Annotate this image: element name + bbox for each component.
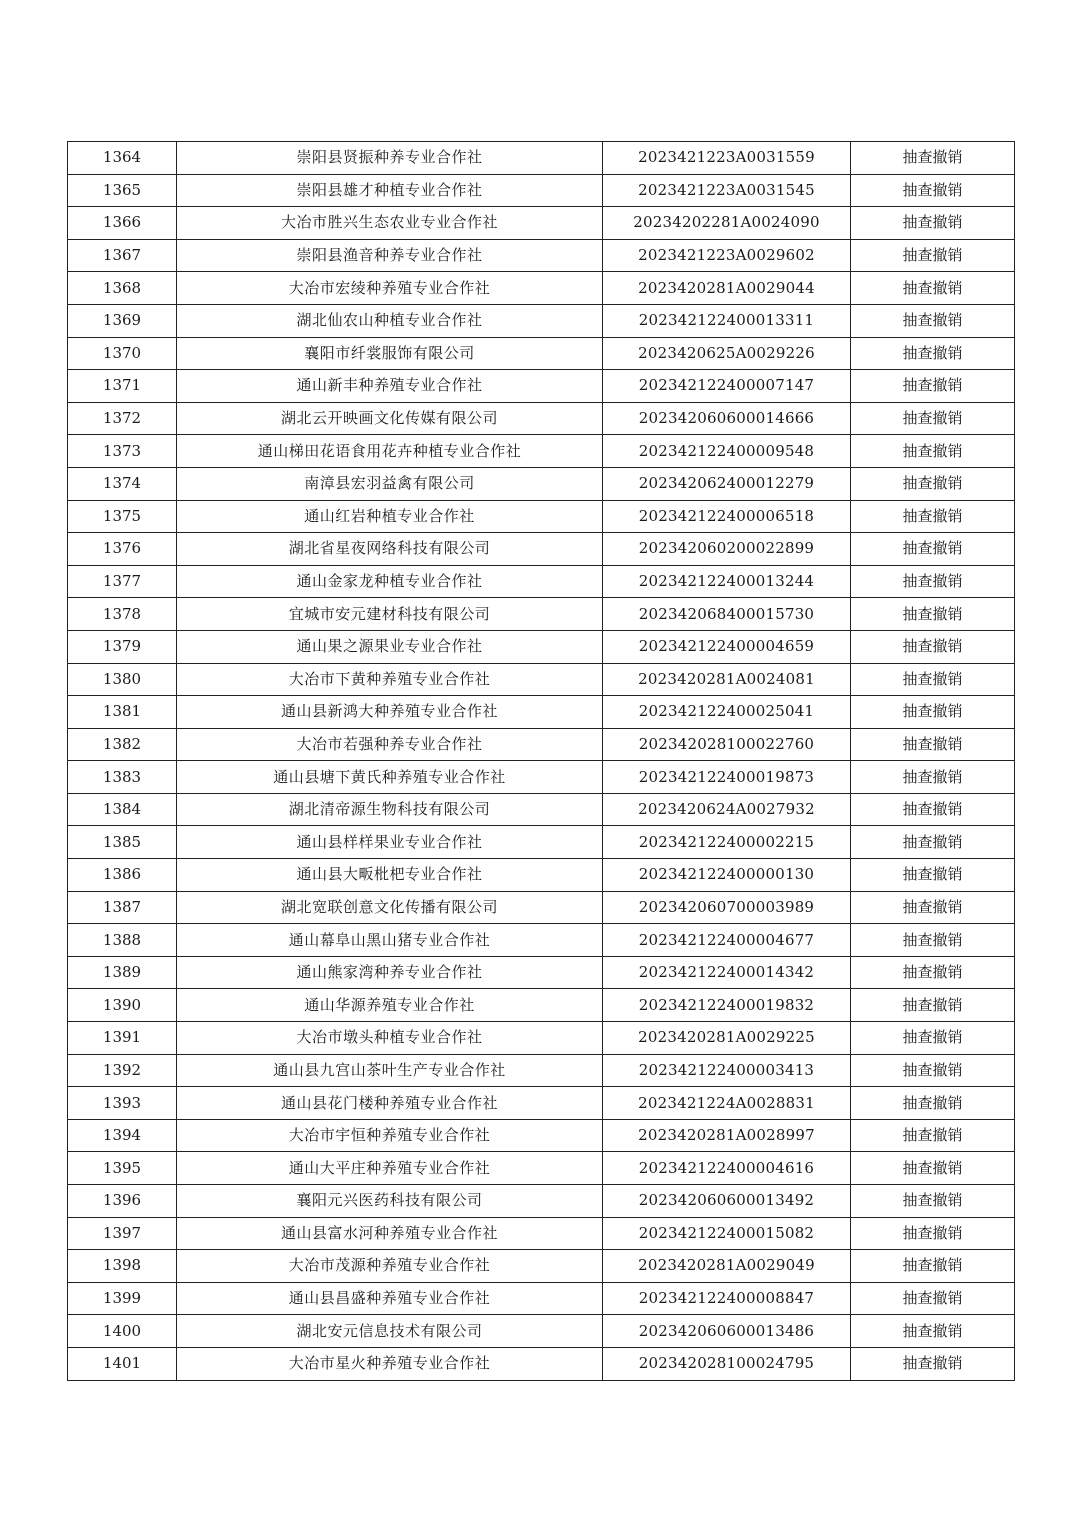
registration-code-cell: 202342060600014666 xyxy=(603,402,851,435)
serial-number-cell: 1369 xyxy=(68,304,177,337)
table-row xyxy=(68,859,1015,892)
registration-code-cell: 202342060700003989 xyxy=(603,891,851,924)
table-row xyxy=(68,370,1015,403)
serial-number-cell: 1374 xyxy=(68,467,177,500)
registration-code-cell: 202342122400019832 xyxy=(603,989,851,1022)
action-cell: 抽查撤销 xyxy=(851,1054,1015,1087)
entity-name-cell: 通山华源养殖专业合作社 xyxy=(177,989,603,1022)
entity-name-cell: 通山县大畈枇杷专业合作社 xyxy=(177,859,603,892)
registration-code-cell: 202342122400003413 xyxy=(603,1054,851,1087)
table-body xyxy=(68,142,1015,1381)
registration-code-cell: 202342062400012279 xyxy=(603,467,851,500)
entity-name-cell: 湖北安元信息技术有限公司 xyxy=(177,1315,603,1348)
table-row xyxy=(68,1054,1015,1087)
action-cell: 抽查撤销 xyxy=(851,1185,1015,1218)
table-row xyxy=(68,1152,1015,1185)
entity-name-cell: 通山梯田花语食用花卉种植专业合作社 xyxy=(177,435,603,468)
registration-code-cell: 202342068400015730 xyxy=(603,598,851,631)
action-cell: 抽查撤销 xyxy=(851,1217,1015,1250)
registration-code-cell: 202342028100022760 xyxy=(603,728,851,761)
table-row xyxy=(68,1250,1015,1283)
registration-code-cell: 2023420625A0029226 xyxy=(603,337,851,370)
action-cell: 抽查撤销 xyxy=(851,402,1015,435)
entity-name-cell: 通山县花门楼种养殖专业合作社 xyxy=(177,1087,603,1120)
action-cell: 抽查撤销 xyxy=(851,989,1015,1022)
registration-code-cell: 2023420281A0029049 xyxy=(603,1250,851,1283)
entity-name-cell: 通山县样样果业专业合作社 xyxy=(177,826,603,859)
registration-code-cell: 2023420281A0029044 xyxy=(603,272,851,305)
action-cell: 抽查撤销 xyxy=(851,1315,1015,1348)
action-cell: 抽查撤销 xyxy=(851,435,1015,468)
table-row xyxy=(68,402,1015,435)
serial-number-cell: 1389 xyxy=(68,956,177,989)
serial-number-cell: 1398 xyxy=(68,1250,177,1283)
action-cell: 抽查撤销 xyxy=(851,1152,1015,1185)
table-row xyxy=(68,174,1015,207)
serial-number-cell: 1364 xyxy=(68,142,177,175)
action-cell: 抽查撤销 xyxy=(851,370,1015,403)
action-cell: 抽查撤销 xyxy=(851,630,1015,663)
serial-number-cell: 1387 xyxy=(68,891,177,924)
entity-name-cell: 通山熊家湾种养专业合作社 xyxy=(177,956,603,989)
table-row xyxy=(68,272,1015,305)
entity-name-cell: 通山大平庄种养殖专业合作社 xyxy=(177,1152,603,1185)
registration-code-cell: 2023421223A0029602 xyxy=(603,239,851,272)
serial-number-cell: 1396 xyxy=(68,1185,177,1218)
registration-code-cell: 202342122400009548 xyxy=(603,435,851,468)
action-cell: 抽查撤销 xyxy=(851,1250,1015,1283)
table-row xyxy=(68,598,1015,631)
action-cell: 抽查撤销 xyxy=(851,1119,1015,1152)
registration-code-cell: 2023421224A0028831 xyxy=(603,1087,851,1120)
action-cell: 抽查撤销 xyxy=(851,533,1015,566)
entity-name-cell: 襄阳元兴医药科技有限公司 xyxy=(177,1185,603,1218)
registration-code-cell: 202342122400008847 xyxy=(603,1282,851,1315)
serial-number-cell: 1401 xyxy=(68,1347,177,1380)
entity-name-cell: 湖北清帝源生物科技有限公司 xyxy=(177,793,603,826)
table-row xyxy=(68,337,1015,370)
table-row xyxy=(68,761,1015,794)
entity-name-cell: 湖北省星夜网络科技有限公司 xyxy=(177,533,603,566)
registration-code-cell: 2023421223A0031545 xyxy=(603,174,851,207)
action-cell: 抽查撤销 xyxy=(851,565,1015,598)
action-cell: 抽查撤销 xyxy=(851,761,1015,794)
entity-name-cell: 崇阳县雄才种植专业合作社 xyxy=(177,174,603,207)
serial-number-cell: 1380 xyxy=(68,663,177,696)
action-cell: 抽查撤销 xyxy=(851,956,1015,989)
action-cell: 抽查撤销 xyxy=(851,598,1015,631)
action-cell: 抽查撤销 xyxy=(851,696,1015,729)
table-row xyxy=(68,793,1015,826)
revocation-table xyxy=(67,141,1015,1381)
registration-code-cell: 202342122400004659 xyxy=(603,630,851,663)
serial-number-cell: 1379 xyxy=(68,630,177,663)
table-row xyxy=(68,239,1015,272)
registration-code-cell: 202342122400013311 xyxy=(603,304,851,337)
table-row xyxy=(68,207,1015,240)
serial-number-cell: 1370 xyxy=(68,337,177,370)
entity-name-cell: 通山幕阜山黑山猪专业合作社 xyxy=(177,924,603,957)
serial-number-cell: 1381 xyxy=(68,696,177,729)
entity-name-cell: 大冶市墩头种植专业合作社 xyxy=(177,1022,603,1055)
serial-number-cell: 1366 xyxy=(68,207,177,240)
action-cell: 抽查撤销 xyxy=(851,1347,1015,1380)
action-cell: 抽查撤销 xyxy=(851,793,1015,826)
action-cell: 抽查撤销 xyxy=(851,142,1015,175)
action-cell: 抽查撤销 xyxy=(851,859,1015,892)
serial-number-cell: 1392 xyxy=(68,1054,177,1087)
serial-number-cell: 1378 xyxy=(68,598,177,631)
serial-number-cell: 1375 xyxy=(68,500,177,533)
serial-number-cell: 1384 xyxy=(68,793,177,826)
registration-code-cell: 202342122400019873 xyxy=(603,761,851,794)
serial-number-cell: 1399 xyxy=(68,1282,177,1315)
entity-name-cell: 南漳县宏羽益禽有限公司 xyxy=(177,467,603,500)
action-cell: 抽查撤销 xyxy=(851,467,1015,500)
table-row xyxy=(68,1022,1015,1055)
registration-code-cell: 202342122400002215 xyxy=(603,826,851,859)
serial-number-cell: 1365 xyxy=(68,174,177,207)
registration-code-cell: 202342122400013244 xyxy=(603,565,851,598)
table-row xyxy=(68,1119,1015,1152)
entity-name-cell: 湖北宽联创意文化传播有限公司 xyxy=(177,891,603,924)
registration-code-cell: 202342122400006518 xyxy=(603,500,851,533)
table-row xyxy=(68,924,1015,957)
table-row xyxy=(68,956,1015,989)
entity-name-cell: 通山县富水河种养殖专业合作社 xyxy=(177,1217,603,1250)
entity-name-cell: 大冶市宏绫种养殖专业合作社 xyxy=(177,272,603,305)
entity-name-cell: 崇阳县渔音种养专业合作社 xyxy=(177,239,603,272)
entity-name-cell: 大冶市胜兴生态农业专业合作社 xyxy=(177,207,603,240)
table-row xyxy=(68,1185,1015,1218)
registration-code-cell: 202342122400025041 xyxy=(603,696,851,729)
action-cell: 抽查撤销 xyxy=(851,924,1015,957)
serial-number-cell: 1383 xyxy=(68,761,177,794)
entity-name-cell: 大冶市茂源种养殖专业合作社 xyxy=(177,1250,603,1283)
registration-code-cell: 202342122400004677 xyxy=(603,924,851,957)
entity-name-cell: 通山红岩种植专业合作社 xyxy=(177,500,603,533)
registration-code-cell: 202342060600013486 xyxy=(603,1315,851,1348)
entity-name-cell: 通山果之源果业专业合作社 xyxy=(177,630,603,663)
table-row xyxy=(68,1217,1015,1250)
registration-code-cell: 202342060600013492 xyxy=(603,1185,851,1218)
table-row xyxy=(68,435,1015,468)
entity-name-cell: 通山金家龙种植专业合作社 xyxy=(177,565,603,598)
table-row xyxy=(68,1347,1015,1380)
action-cell: 抽查撤销 xyxy=(851,891,1015,924)
table-row xyxy=(68,989,1015,1022)
entity-name-cell: 通山县昌盛种养殖专业合作社 xyxy=(177,1282,603,1315)
entity-name-cell: 大冶市若强种养专业合作社 xyxy=(177,728,603,761)
registration-code-cell: 2023421223A0031559 xyxy=(603,142,851,175)
entity-name-cell: 湖北云开映画文化传媒有限公司 xyxy=(177,402,603,435)
serial-number-cell: 1377 xyxy=(68,565,177,598)
serial-number-cell: 1373 xyxy=(68,435,177,468)
registration-code-cell: 202342122400007147 xyxy=(603,370,851,403)
table-row xyxy=(68,467,1015,500)
entity-name-cell: 宜城市安元建材科技有限公司 xyxy=(177,598,603,631)
registration-code-cell: 202342122400014342 xyxy=(603,956,851,989)
registration-code-cell: 202342060200022899 xyxy=(603,533,851,566)
table-row xyxy=(68,630,1015,663)
table-row xyxy=(68,663,1015,696)
action-cell: 抽查撤销 xyxy=(851,728,1015,761)
table-row xyxy=(68,1315,1015,1348)
table-row xyxy=(68,1087,1015,1120)
action-cell: 抽查撤销 xyxy=(851,207,1015,240)
serial-number-cell: 1397 xyxy=(68,1217,177,1250)
serial-number-cell: 1400 xyxy=(68,1315,177,1348)
table-row xyxy=(68,304,1015,337)
serial-number-cell: 1376 xyxy=(68,533,177,566)
serial-number-cell: 1382 xyxy=(68,728,177,761)
action-cell: 抽查撤销 xyxy=(851,1282,1015,1315)
table-row xyxy=(68,533,1015,566)
entity-name-cell: 崇阳县贤振种养专业合作社 xyxy=(177,142,603,175)
serial-number-cell: 1368 xyxy=(68,272,177,305)
serial-number-cell: 1367 xyxy=(68,239,177,272)
serial-number-cell: 1385 xyxy=(68,826,177,859)
action-cell: 抽查撤销 xyxy=(851,826,1015,859)
registration-code-cell: 202342122400004616 xyxy=(603,1152,851,1185)
registration-code-cell: 202342122400000130 xyxy=(603,859,851,892)
serial-number-cell: 1390 xyxy=(68,989,177,1022)
serial-number-cell: 1386 xyxy=(68,859,177,892)
serial-number-cell: 1393 xyxy=(68,1087,177,1120)
table-row xyxy=(68,1282,1015,1315)
registration-code-cell: 2023420281A0029225 xyxy=(603,1022,851,1055)
registration-code-cell: 2023420281A0028997 xyxy=(603,1119,851,1152)
registration-code-cell: 202342122400015082 xyxy=(603,1217,851,1250)
entity-name-cell: 通山县新鸿大种养殖专业合作社 xyxy=(177,696,603,729)
action-cell: 抽查撤销 xyxy=(851,1087,1015,1120)
table-row xyxy=(68,565,1015,598)
action-cell: 抽查撤销 xyxy=(851,1022,1015,1055)
table-row xyxy=(68,891,1015,924)
action-cell: 抽查撤销 xyxy=(851,337,1015,370)
serial-number-cell: 1388 xyxy=(68,924,177,957)
registration-code-cell: 20234202281A0024090 xyxy=(603,207,851,240)
serial-number-cell: 1395 xyxy=(68,1152,177,1185)
action-cell: 抽查撤销 xyxy=(851,174,1015,207)
serial-number-cell: 1372 xyxy=(68,402,177,435)
entity-name-cell: 通山县九宫山茶叶生产专业合作社 xyxy=(177,1054,603,1087)
action-cell: 抽查撤销 xyxy=(851,239,1015,272)
registration-code-cell: 2023420281A0024081 xyxy=(603,663,851,696)
entity-name-cell: 大冶市宇恒种养殖专业合作社 xyxy=(177,1119,603,1152)
registration-code-cell: 202342028100024795 xyxy=(603,1347,851,1380)
action-cell: 抽查撤销 xyxy=(851,304,1015,337)
registration-code-cell: 2023420624A0027932 xyxy=(603,793,851,826)
entity-name-cell: 通山县塘下黄氏种养殖专业合作社 xyxy=(177,761,603,794)
table-row xyxy=(68,500,1015,533)
entity-name-cell: 大冶市星火种养殖专业合作社 xyxy=(177,1347,603,1380)
table-row xyxy=(68,696,1015,729)
action-cell: 抽查撤销 xyxy=(851,500,1015,533)
entity-name-cell: 大冶市下黄种养殖专业合作社 xyxy=(177,663,603,696)
entity-name-cell: 襄阳市纤裳服饰有限公司 xyxy=(177,337,603,370)
action-cell: 抽查撤销 xyxy=(851,272,1015,305)
entity-name-cell: 湖北仙农山种植专业合作社 xyxy=(177,304,603,337)
serial-number-cell: 1391 xyxy=(68,1022,177,1055)
action-cell: 抽查撤销 xyxy=(851,663,1015,696)
table-row xyxy=(68,728,1015,761)
serial-number-cell: 1371 xyxy=(68,370,177,403)
table-row xyxy=(68,826,1015,859)
entity-name-cell: 通山新丰种养殖专业合作社 xyxy=(177,370,603,403)
table-row xyxy=(68,142,1015,175)
serial-number-cell: 1394 xyxy=(68,1119,177,1152)
